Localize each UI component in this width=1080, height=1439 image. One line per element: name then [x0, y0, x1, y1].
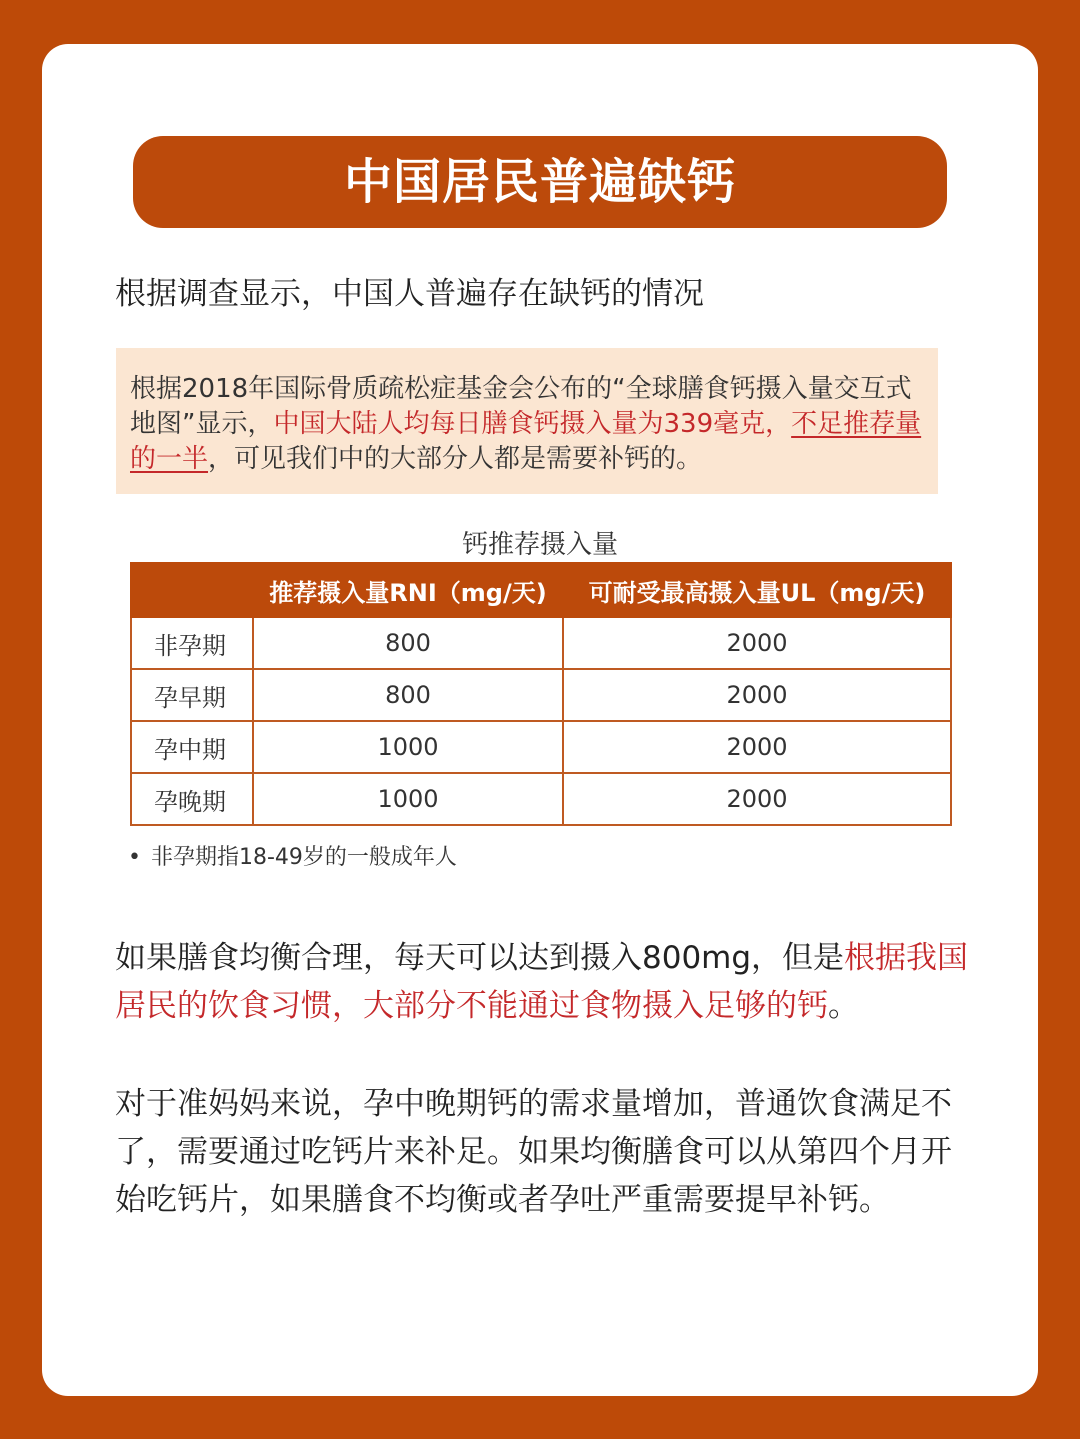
intro-text: 根据调查显示，中国人普遍存在缺钙的情况: [115, 276, 704, 312]
footnote-text: 非孕期指18-49岁的一般成年人: [150, 845, 457, 870]
bullet-icon: •: [128, 845, 141, 870]
quote-highlight-underlined: 不足推荐量的一半: [130, 409, 922, 474]
table-caption: 钙推荐摄入量: [461, 530, 618, 560]
table-footnote: [128, 842, 457, 874]
quote-highlight: 中国大陆人均每日膳食钙摄入量为339毫克，: [273, 409, 792, 439]
table-header-empty: [131, 563, 253, 617]
paragraph-diet: [115, 934, 975, 1030]
table-cell-label: 非孕期: [131, 617, 253, 669]
paragraph-diet-end: 。: [828, 988, 859, 1024]
quote-text-before: 根据2018年国际骨质疏松症基金会公布的“全球膳食钙摄入量交互式地图”显示，: [130, 374, 912, 439]
table-header-rni: 推荐摄入量RNI（mg/天): [253, 563, 563, 617]
table-header-row: [131, 563, 951, 617]
table-cell-label: 孕中期: [131, 721, 253, 773]
table-cell-rni: 800: [253, 669, 563, 721]
table-cell-rni: 1000: [253, 721, 563, 773]
table-row: [131, 773, 951, 825]
table-cell-label: 孕早期: [131, 669, 253, 721]
calcium-intake-table: [130, 562, 952, 826]
table-cell-ul: 2000: [563, 773, 951, 825]
paragraph-diet-text: 如果膳食均衡合理，每天可以达到摄入800mg，但是: [115, 940, 845, 976]
quote-box: [116, 348, 938, 494]
table-row: [131, 617, 951, 669]
table-cell-rni: 800: [253, 617, 563, 669]
table-cell-rni: 1000: [253, 773, 563, 825]
table-cell-ul: 2000: [563, 721, 951, 773]
paragraph-diet-highlight: 根据我国居民的饮食习惯，大部分不能通过食物摄入足够的钙: [115, 940, 969, 1024]
table-row: [131, 721, 951, 773]
page-title: 中国居民普遍缺钙: [133, 136, 947, 228]
table-cell-label: 孕晚期: [131, 773, 253, 825]
table-cell-ul: 2000: [563, 617, 951, 669]
table-row: [131, 669, 951, 721]
table-header-ul: 可耐受最高摄入量UL（mg/天): [563, 563, 951, 617]
content-card: [42, 44, 1038, 1396]
paragraph-pregnancy: 对于准妈妈来说，孕中晚期钙的需求量增加，普通饮食满足不了，需要通过吃钙片来补足。如果均衡膳食可以从第四个月开始吃钙片，如果膳食不均衡或者孕吐严重需要提早补钙。: [115, 1086, 952, 1218]
table-cell-ul: 2000: [563, 669, 951, 721]
quote-text-after: ，可见我们中的大部分人都是需要补钙的。: [208, 444, 703, 474]
